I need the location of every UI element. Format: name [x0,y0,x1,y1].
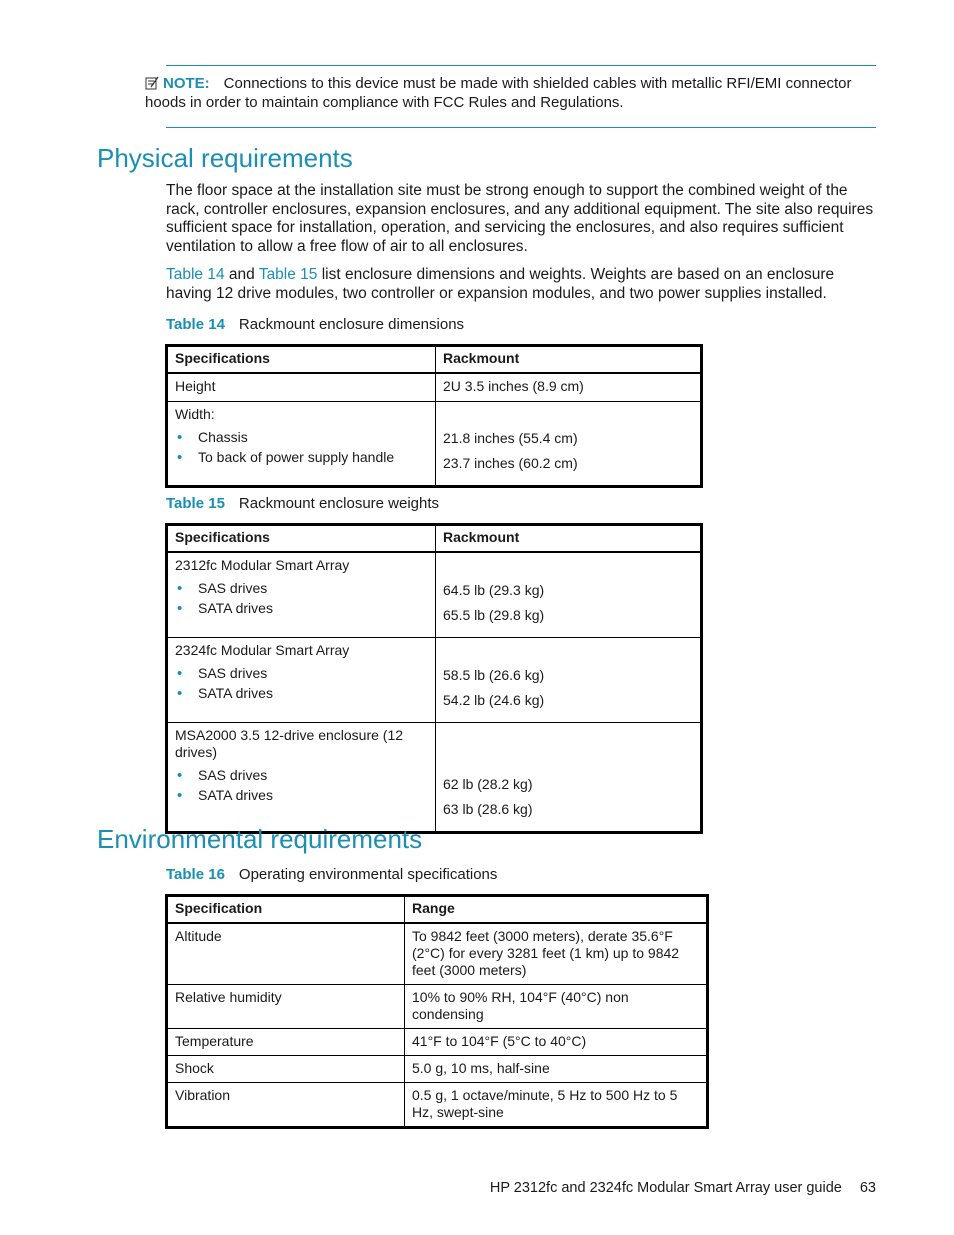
spec-cell: Temperature [167,1029,405,1056]
header-rackmount: Rackmount [436,525,702,553]
list-item: • SAS drives [175,767,428,784]
table-15-number: Table 15 [166,495,225,512]
height-label: Height [167,373,436,402]
list-item: • SATA drives [175,787,428,804]
note-icon [145,76,159,90]
header-rackmount: Rackmount [436,346,702,374]
value-cell [436,552,702,638]
value-item: 58.5 lb (26.6 kg) [443,667,545,683]
list-item: • SAS drives [175,580,428,597]
table-header-row [167,525,702,553]
table-16-number: Table 16 [166,866,225,883]
table-row [167,723,702,833]
table-14 [165,344,703,488]
table-14-title: Rackmount enclosure dimensions [238,316,465,333]
list-item: • Chassis [175,429,428,446]
spec-cell: Shock [167,1056,405,1083]
table-15-link[interactable]: Table 15 [258,266,318,283]
table-row [167,638,702,723]
range-cell: 10% to 90% RH, 104°F (40°C) non condensing [405,985,708,1029]
width-cell [167,402,436,487]
page-number: 63 [859,1180,876,1196]
page-footer [420,1180,876,1196]
table-14-caption [166,316,464,334]
value-item: 21.8 inches (55.4 cm) [443,430,578,446]
table-row [167,373,702,402]
header-specification: Specification [167,896,405,924]
value-cell [436,638,702,723]
physical-paragraph-2 [166,266,876,303]
para2-rest: list enclosure dimensions and weights. Weights are based on an enclosure having 12 drive modules, two controller or expansion modules, and two power supplies installed. [166,266,835,302]
table-row [167,402,702,487]
value-item: 54.2 lb (24.6 kg) [443,692,545,708]
table-header-row [167,896,708,924]
range-cell: To 9842 feet (3000 meters), derate 35.6°F (2°C) for every 3281 feet (1 km) up to 9842 feet (3000 meters) [405,923,708,985]
table-row [167,985,708,1029]
table-row [167,1056,708,1083]
table-16-title: Operating environmental specifications [238,866,498,883]
width-label: Width: [175,406,215,422]
header-range: Range [405,896,708,924]
width-list [175,429,428,466]
table-15 [165,523,703,834]
table-14-number: Table 14 [166,316,225,333]
spec-cell [167,552,436,638]
note [145,74,875,112]
footer-title: HP 2312fc and 2324fc Modular Smart Array user guide [489,1180,842,1196]
table-row [167,1029,708,1056]
list-item: • SAS drives [175,665,428,682]
width-values [436,402,702,487]
environmental-requirements-heading: Environmental requirements [97,824,423,854]
table-row [167,552,702,638]
physical-paragraph-1: The floor space at the installation site must be strong enough to support the combined weight of the rack, controller enclosures, expansion enclosures, and any additional equipment. The site also requires sufficient space for installation, operation, and servicing the enclosures, and also requires sufficient ventilation to allow a free flow of air to all enclosures. [166,182,874,255]
table-16-caption [166,866,497,884]
table-14-link[interactable]: Table 14 [166,266,225,283]
spec-cell: Altitude [167,923,405,985]
table-row [167,923,708,985]
note-text: Connections to this device must be made with shielded cables with metallic RFI/EMI connector hoods in order to maintain compliance with FCC Rules and Regulations. [145,75,852,111]
table-row [167,1083,708,1128]
row-label: 2324fc Modular Smart Array [175,642,350,658]
note-label: NOTE: [163,75,210,92]
spec-cell: Relative humidity [167,985,405,1029]
table-15-caption [166,495,439,513]
table-15-title: Rackmount enclosure weights [238,495,440,512]
range-cell: 41°F to 104°F (5°C to 40°C) [405,1029,708,1056]
value-item: 63 lb (28.6 kg) [443,801,533,817]
drive-list [175,580,428,617]
value-cell [436,723,702,833]
list-item: • SATA drives [175,600,428,617]
table-header-row [167,346,702,374]
value-item: 65.5 lb (29.8 kg) [443,607,545,623]
physical-requirements-heading: Physical requirements [97,143,353,173]
drive-list [175,665,428,702]
spec-cell: Vibration [167,1083,405,1128]
row-label: MSA2000 3.5 12-drive enclosure (12 drives) [175,727,404,760]
row-label: 2312fc Modular Smart Array [175,557,350,573]
range-cell: 5.0 g, 10 ms, half-sine [405,1056,708,1083]
note-bottom-rule [166,127,876,128]
list-item: • SATA drives [175,685,428,702]
header-specifications: Specifications [167,346,436,374]
drive-list [175,767,428,804]
table-16 [165,894,709,1129]
value-item: 64.5 lb (29.3 kg) [443,582,545,598]
value-item: 23.7 inches (60.2 cm) [443,455,578,471]
spec-cell [167,723,436,833]
note-top-rule [166,65,876,66]
spec-cell [167,638,436,723]
para2-and: and [224,266,259,283]
height-value: 2U 3.5 inches (8.9 cm) [436,373,702,402]
list-item: • To back of power supply handle [175,449,428,466]
range-cell: 0.5 g, 1 octave/minute, 5 Hz to 500 Hz to 5 Hz, swept-sine [405,1083,708,1128]
value-item: 62 lb (28.2 kg) [443,776,533,792]
header-specifications: Specifications [167,525,436,553]
